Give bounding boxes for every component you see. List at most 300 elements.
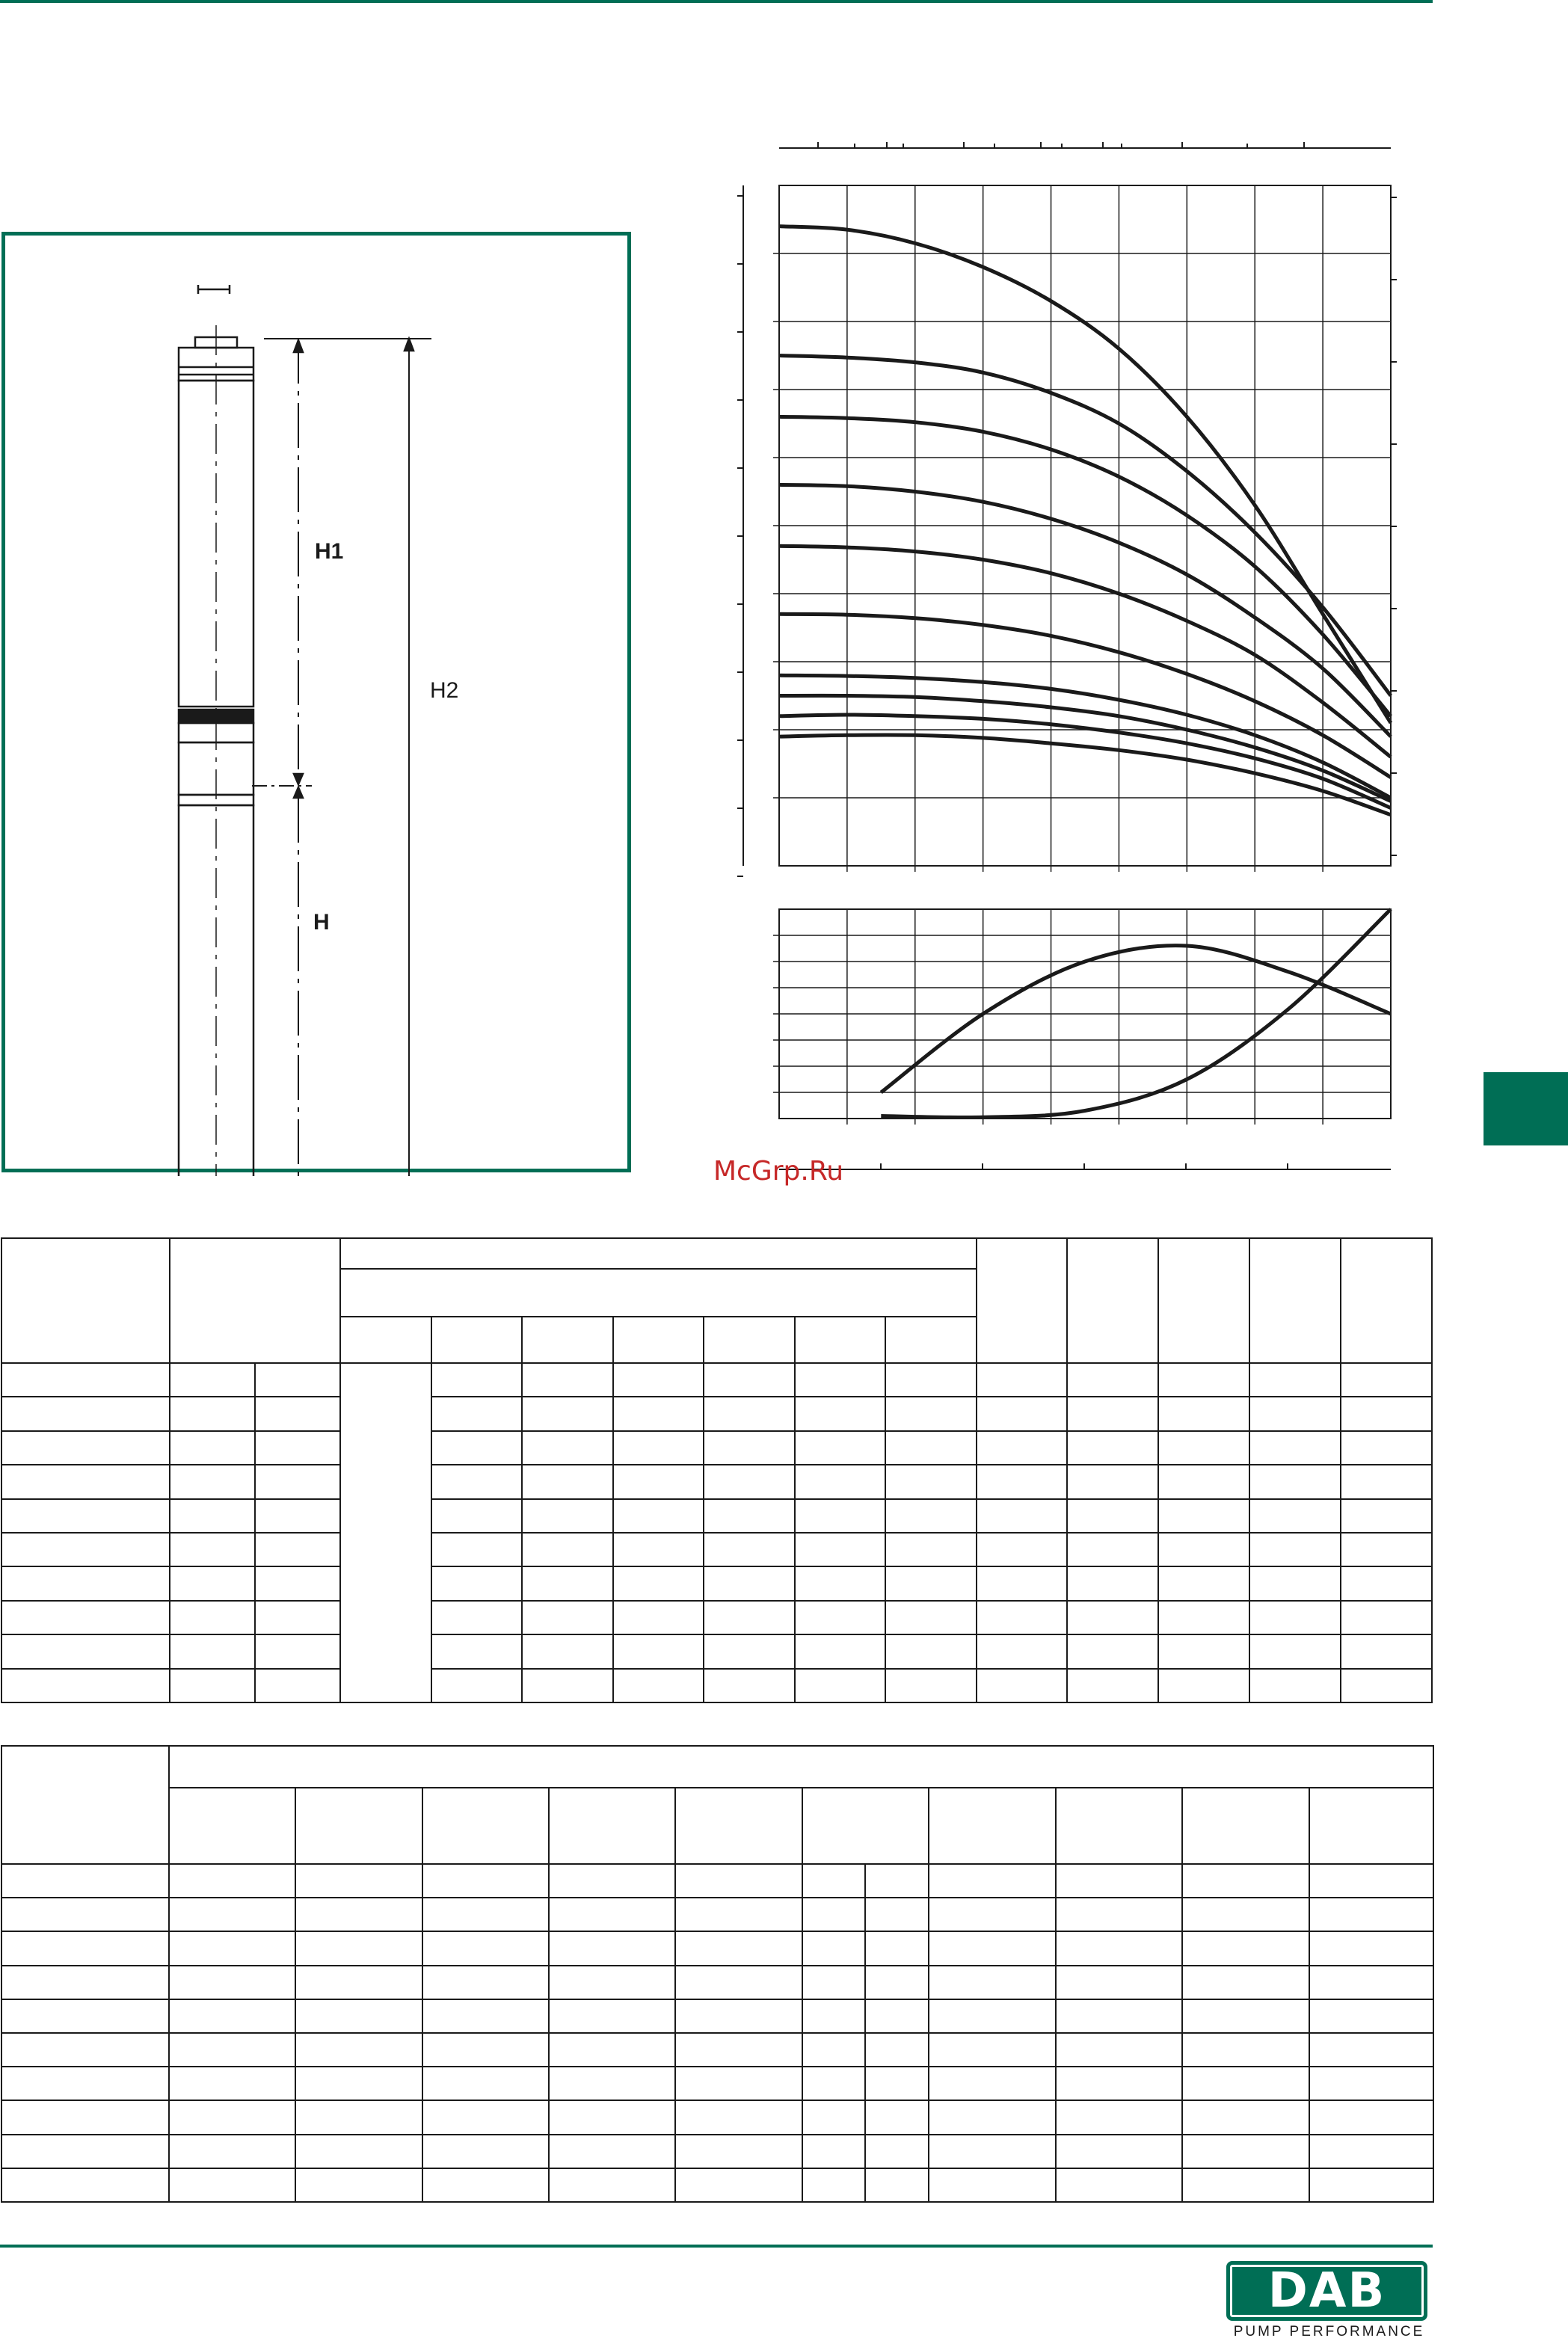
- table-cell: [170, 1431, 255, 1465]
- table-cell: [1182, 1966, 1309, 1999]
- table-cell: [170, 1499, 255, 1533]
- table-cell: [549, 1898, 675, 1931]
- table-cell: [1182, 2033, 1309, 2067]
- table-cell: [1, 1601, 170, 1634]
- table-cell: [522, 1317, 613, 1363]
- table-cell: [1, 2033, 169, 2067]
- table-cell: [1249, 1601, 1341, 1634]
- bottom-rule: [0, 2245, 1433, 2248]
- table-cell: [255, 1363, 340, 1397]
- table-cell: [431, 1465, 522, 1498]
- table-cell: [431, 1499, 522, 1533]
- table-cell: [929, 2168, 1056, 2202]
- table-cell: [865, 2100, 929, 2134]
- table-cell: [885, 1499, 977, 1533]
- dimension-drawing-panel: [1, 232, 631, 1172]
- table-cell: [1067, 1431, 1158, 1465]
- table-cell: [704, 1669, 795, 1702]
- table-cell: [929, 1864, 1056, 1898]
- table-cell: [802, 1898, 865, 1931]
- table-cell: [1249, 1669, 1341, 1702]
- table-cell: [255, 1533, 340, 1566]
- table-cell: [431, 1317, 522, 1363]
- table-cell: [977, 1634, 1067, 1668]
- table-cell: [795, 1465, 885, 1498]
- table-cell: [169, 1788, 295, 1864]
- table-cell: [1309, 1898, 1433, 1931]
- table-cell: [169, 2135, 295, 2168]
- table-cell: [613, 1634, 704, 1668]
- table-cell: [865, 1931, 929, 1965]
- table-cell: [422, 1898, 549, 1931]
- top-rule: [0, 0, 1433, 3]
- table-cell: [1056, 2168, 1182, 2202]
- table-cell: [422, 2033, 549, 2067]
- table-cell: [795, 1397, 885, 1430]
- table-cell: [885, 1533, 977, 1566]
- table-cell: [795, 1601, 885, 1634]
- table-cell: [1, 1634, 170, 1668]
- header-row: [1, 1788, 1433, 1864]
- table-cell: [704, 1601, 795, 1634]
- table-cell: [1, 1499, 170, 1533]
- table-cell: [675, 2067, 802, 2100]
- table-cell: [431, 1669, 522, 1702]
- table-cell: [1, 2135, 169, 2168]
- table-cell: [704, 1634, 795, 1668]
- table-cell: [170, 1601, 255, 1634]
- table-cell: [1249, 1465, 1341, 1498]
- series-line-curve-10: [779, 735, 1391, 815]
- table-cell: [340, 1363, 431, 1702]
- table-cell: [802, 1931, 865, 1965]
- table-cell: [422, 1864, 549, 1898]
- table-cell: [675, 1999, 802, 2033]
- table-cell: [1182, 2168, 1309, 2202]
- table-cell: [422, 1999, 549, 2033]
- table-cell: [613, 1669, 704, 1702]
- table-cell: [802, 2135, 865, 2168]
- table-cell: [1067, 1465, 1158, 1498]
- table-cell: [1158, 1499, 1249, 1533]
- table-cell: [431, 1566, 522, 1600]
- watermark: McGrp.Ru: [713, 1156, 844, 1187]
- table-cell: [431, 1363, 522, 1397]
- table-row: [1, 1601, 1432, 1634]
- table-cell: [977, 1669, 1067, 1702]
- table-cell: [549, 2033, 675, 2067]
- table-cell: [169, 1898, 295, 1931]
- table-cell: [170, 1669, 255, 1702]
- table-cell: [865, 1898, 929, 1931]
- table-row: [1, 2033, 1433, 2067]
- table-cell: [1309, 2135, 1433, 2168]
- brand-tagline: PUMP PERFORMANCE: [1233, 2324, 1425, 2340]
- table-cell: [1, 1746, 169, 1864]
- table-cell: [522, 1431, 613, 1465]
- table-cell: [704, 1566, 795, 1600]
- table-cell: [1056, 1864, 1182, 1898]
- table-cell: [255, 1566, 340, 1600]
- table-cell: [1056, 2033, 1182, 2067]
- dab-logo: DAB: [1226, 2261, 1427, 2321]
- table-cell: [675, 2135, 802, 2168]
- table-cell: [549, 1999, 675, 2033]
- table-cell: [613, 1363, 704, 1397]
- table-cell: [802, 1966, 865, 1999]
- table-cell: [422, 2135, 549, 2168]
- table-cell: [1067, 1533, 1158, 1566]
- table-cell: [1182, 1999, 1309, 2033]
- performance-curves-chart: [718, 135, 1406, 1181]
- table-row: [1, 1669, 1432, 1702]
- table-cell: [802, 1999, 865, 2033]
- table-cell: [1341, 1669, 1432, 1702]
- table-cell: [295, 1999, 422, 2033]
- table-cell: [1067, 1499, 1158, 1533]
- table-cell: [1341, 1634, 1432, 1668]
- table-cell: [929, 1999, 1056, 2033]
- table-cell: [865, 1966, 929, 1999]
- table-cell: [1056, 1966, 1182, 1999]
- table-cell: [522, 1669, 613, 1702]
- table-cell: [169, 1999, 295, 2033]
- table-cell: [295, 1931, 422, 1965]
- table-cell: [1158, 1566, 1249, 1600]
- table-cell: [170, 1533, 255, 1566]
- table-cell: [295, 2168, 422, 2202]
- table-cell: [929, 2100, 1056, 2134]
- table-cell: [1158, 1238, 1249, 1363]
- table-row: [1, 1864, 1433, 1898]
- table-cell: [865, 2168, 929, 2202]
- table-cell: [1182, 1898, 1309, 1931]
- table-cell: [1056, 1788, 1182, 1864]
- table-cell: [704, 1499, 795, 1533]
- table-cell: [1249, 1499, 1341, 1533]
- table-cell: [977, 1566, 1067, 1600]
- dimension-label-h2: H2: [430, 678, 459, 703]
- dimension-label-h1: H1: [315, 539, 344, 564]
- table-cell: [865, 2033, 929, 2067]
- table-cell: [170, 1363, 255, 1397]
- table-cell: [1158, 1363, 1249, 1397]
- table-cell: [1309, 2067, 1433, 2100]
- table-cell: [865, 1864, 929, 1898]
- header-row: [1, 1746, 1433, 1788]
- table-cell: [795, 1317, 885, 1363]
- table-cell: [1158, 1669, 1249, 1702]
- performance-table: [1, 1237, 1433, 1703]
- table-cell: [255, 1397, 340, 1430]
- table-row: [1, 2168, 1433, 2202]
- table-cell: [802, 2100, 865, 2134]
- table-cell: [169, 1864, 295, 1898]
- table-cell: [1056, 1898, 1182, 1931]
- table-cell: [613, 1431, 704, 1465]
- dimensions-table: [1, 1745, 1434, 2203]
- table-cell: [295, 2033, 422, 2067]
- table-cell: [295, 1898, 422, 1931]
- table-cell: [885, 1634, 977, 1668]
- table-cell: [795, 1669, 885, 1702]
- table-cell: [522, 1533, 613, 1566]
- table-cell: [549, 2067, 675, 2100]
- table-cell: [795, 1431, 885, 1465]
- series-line-curve-3: [779, 416, 1391, 716]
- table-cell: [549, 1931, 675, 1965]
- table-cell: [522, 1397, 613, 1430]
- table-cell: [802, 1788, 929, 1864]
- table-cell: [977, 1533, 1067, 1566]
- table-cell: [1309, 2033, 1433, 2067]
- table-row: [1, 1999, 1433, 2033]
- table-cell: [1, 1966, 169, 1999]
- table-cell: [295, 1864, 422, 1898]
- table-cell: [431, 1634, 522, 1668]
- table-cell: [795, 1566, 885, 1600]
- table-cell: [929, 1931, 1056, 1965]
- table-row: [1, 1397, 1432, 1430]
- table-cell: [522, 1499, 613, 1533]
- table-cell: [675, 1864, 802, 1898]
- table-cell: [1056, 2135, 1182, 2168]
- table-cell: [675, 1966, 802, 1999]
- table-cell: [522, 1363, 613, 1397]
- table-row: [1, 2067, 1433, 2100]
- table-cell: [1, 1566, 170, 1600]
- table-cell: [169, 2168, 295, 2202]
- table-cell: [675, 2168, 802, 2202]
- table-cell: [802, 2168, 865, 2202]
- table-cell: [1309, 2168, 1433, 2202]
- table-cell: [1, 1465, 170, 1498]
- table-row: [1, 1566, 1432, 1600]
- table-cell: [1056, 2067, 1182, 2100]
- table-cell: [1182, 2100, 1309, 2134]
- table-cell: [1067, 1601, 1158, 1634]
- table-cell: [431, 1397, 522, 1430]
- table-cell: [522, 1634, 613, 1668]
- table-cell: [549, 2168, 675, 2202]
- table-row: [1, 1465, 1432, 1498]
- table-cell: [977, 1238, 1067, 1363]
- table-cell: [929, 2033, 1056, 2067]
- table-cell: [885, 1601, 977, 1634]
- table-cell: [1249, 1634, 1341, 1668]
- table-cell: [1, 1397, 170, 1430]
- table-row: [1, 1898, 1433, 1931]
- table-cell: [1341, 1397, 1432, 1430]
- dimension-label-h: H: [313, 910, 330, 935]
- table-cell: [1158, 1465, 1249, 1498]
- table-cell: [802, 1864, 865, 1898]
- table-cell: [1158, 1533, 1249, 1566]
- table-cell: [1067, 1397, 1158, 1430]
- table-cell: [977, 1499, 1067, 1533]
- table-cell: [169, 1966, 295, 1999]
- table-cell: [1067, 1238, 1158, 1363]
- table-cell: [1, 2067, 169, 2100]
- table-cell: [1249, 1566, 1341, 1600]
- table-row: [1, 1931, 1433, 1965]
- table-cell: [977, 1363, 1067, 1397]
- table-cell: [1249, 1431, 1341, 1465]
- table-cell: [431, 1601, 522, 1634]
- table-cell: [522, 1601, 613, 1634]
- table-cell: [977, 1431, 1067, 1465]
- table-cell: [255, 1499, 340, 1533]
- pump-dimension-drawing: [5, 236, 635, 1176]
- table-cell: [613, 1601, 704, 1634]
- table-cell: [1067, 1669, 1158, 1702]
- table-cell: [865, 1999, 929, 2033]
- table-cell: [431, 1431, 522, 1465]
- table-cell: [1341, 1238, 1432, 1363]
- table-cell: [613, 1465, 704, 1498]
- table-cell: [169, 2033, 295, 2067]
- table-cell: [549, 1966, 675, 1999]
- table-cell: [1, 1864, 169, 1898]
- table-cell: [1249, 1533, 1341, 1566]
- table-cell: [675, 2100, 802, 2134]
- table-cell: [1056, 1931, 1182, 1965]
- table-cell: [675, 2033, 802, 2067]
- table-cell: [1067, 1566, 1158, 1600]
- table-cell: [977, 1397, 1067, 1430]
- table-cell: [885, 1431, 977, 1465]
- table-cell: [613, 1533, 704, 1566]
- table-cell: [340, 1238, 977, 1269]
- table-cell: [169, 2100, 295, 2134]
- table-cell: [1341, 1533, 1432, 1566]
- table-row: [1, 2135, 1433, 2168]
- table-cell: [255, 1634, 340, 1668]
- table-cell: [1309, 1999, 1433, 2033]
- table-cell: [422, 2100, 549, 2134]
- table-cell: [522, 1566, 613, 1600]
- table-cell: [1158, 1431, 1249, 1465]
- table-cell: [295, 2067, 422, 2100]
- table-cell: [255, 1601, 340, 1634]
- table-row: [1, 2100, 1433, 2134]
- table-cell: [1341, 1499, 1432, 1533]
- table-cell: [1056, 2100, 1182, 2134]
- table-cell: [1182, 1788, 1309, 1864]
- table-cell: [929, 1788, 1056, 1864]
- table-cell: [340, 1317, 431, 1363]
- table-cell: [704, 1465, 795, 1498]
- table-cell: [170, 1634, 255, 1668]
- section-tab: [1484, 1072, 1568, 1145]
- table-cell: [1, 1669, 170, 1702]
- table-row: [1, 1533, 1432, 1566]
- table-cell: [422, 1966, 549, 1999]
- table-cell: [885, 1669, 977, 1702]
- table-cell: [1341, 1465, 1432, 1498]
- table-cell: [422, 1931, 549, 1965]
- table-cell: [549, 1864, 675, 1898]
- table-cell: [1309, 1931, 1433, 1965]
- table-cell: [1309, 1966, 1433, 1999]
- table-cell: [675, 1898, 802, 1931]
- table-row: [1, 1499, 1432, 1533]
- table-cell: [795, 1634, 885, 1668]
- header-row: [1, 1238, 1432, 1269]
- table-cell: [929, 2135, 1056, 2168]
- table-cell: [1, 1931, 169, 1965]
- table-cell: [1341, 1601, 1432, 1634]
- table-cell: [675, 1788, 802, 1864]
- table-cell: [169, 2067, 295, 2100]
- table-cell: [675, 1931, 802, 1965]
- table-cell: [549, 2135, 675, 2168]
- table-cell: [704, 1317, 795, 1363]
- table-cell: [1341, 1566, 1432, 1600]
- table-cell: [1, 1898, 169, 1931]
- table-cell: [1, 2100, 169, 2134]
- brand-block: [1226, 2261, 1432, 2340]
- table-cell: [170, 1397, 255, 1430]
- table-cell: [1249, 1238, 1341, 1363]
- table-cell: [1249, 1363, 1341, 1397]
- table-cell: [1, 1238, 170, 1363]
- table-cell: [1182, 2067, 1309, 2100]
- table-cell: [613, 1499, 704, 1533]
- table-cell: [704, 1363, 795, 1397]
- table-cell: [704, 1397, 795, 1430]
- table-cell: [170, 1238, 340, 1363]
- table-cell: [613, 1566, 704, 1600]
- table-cell: [977, 1465, 1067, 1498]
- table-cell: [795, 1363, 885, 1397]
- table-cell: [255, 1669, 340, 1702]
- table-cell: [865, 2135, 929, 2168]
- table-cell: [170, 1566, 255, 1600]
- table-cell: [1341, 1431, 1432, 1465]
- table-cell: [795, 1499, 885, 1533]
- table-cell: [929, 2067, 1056, 2100]
- table-cell: [1158, 1601, 1249, 1634]
- table-cell: [885, 1317, 977, 1363]
- table-cell: [977, 1601, 1067, 1634]
- table-cell: [1067, 1634, 1158, 1668]
- table-cell: [613, 1397, 704, 1430]
- table-cell: [613, 1317, 704, 1363]
- table-cell: [522, 1465, 613, 1498]
- table-cell: [929, 1898, 1056, 1931]
- table-cell: [885, 1397, 977, 1430]
- table-cell: [422, 2067, 549, 2100]
- table-cell: [704, 1533, 795, 1566]
- table-row: [1, 1966, 1433, 1999]
- table-cell: [1309, 1864, 1433, 1898]
- table-cell: [295, 1788, 422, 1864]
- table-cell: [1182, 2135, 1309, 2168]
- table-cell: [1309, 1788, 1433, 1864]
- table-cell: [549, 2100, 675, 2134]
- table-cell: [422, 2168, 549, 2202]
- table-cell: [1056, 1999, 1182, 2033]
- table-cell: [704, 1431, 795, 1465]
- table-cell: [802, 2033, 865, 2067]
- table-cell: [340, 1269, 977, 1317]
- table-cell: [1341, 1363, 1432, 1397]
- table-cell: [295, 2135, 422, 2168]
- table-cell: [795, 1533, 885, 1566]
- table-cell: [1182, 1864, 1309, 1898]
- table-cell: [1, 1533, 170, 1566]
